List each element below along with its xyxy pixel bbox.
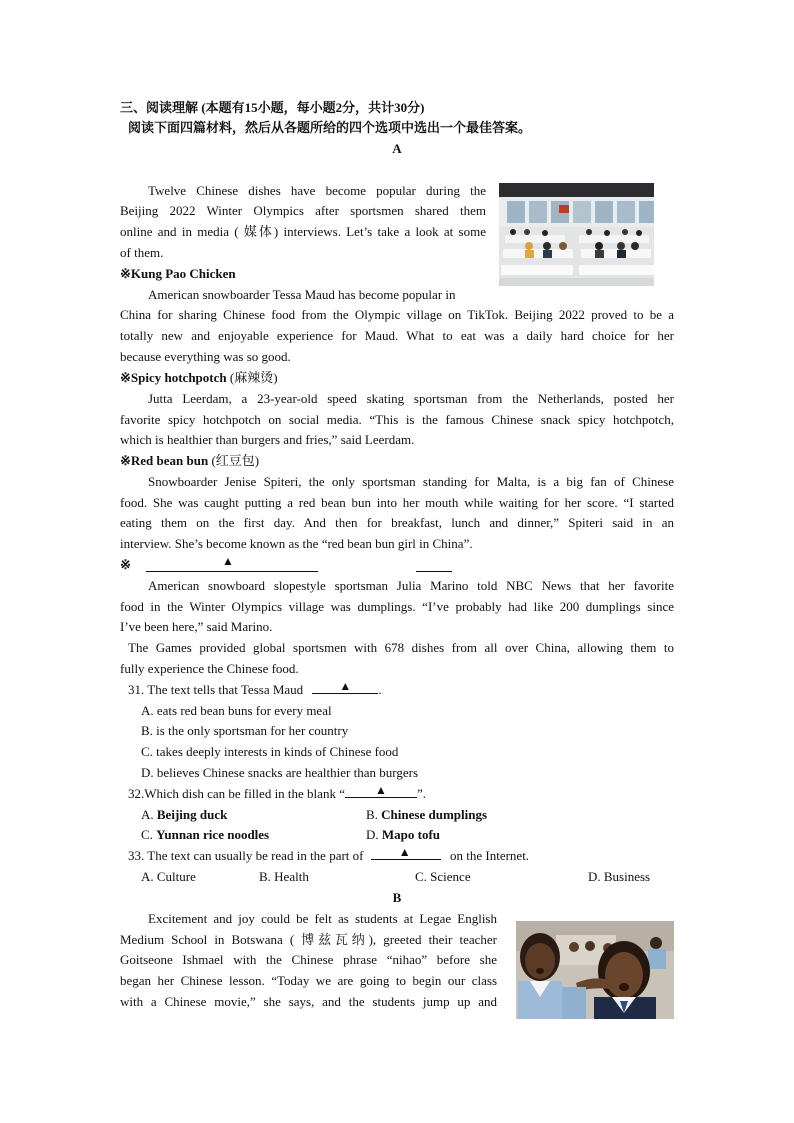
dish4-mark: ※ bbox=[120, 557, 131, 572]
q33-stem-text: 33. The text can usually be read in the part of bbox=[128, 848, 364, 863]
intro-line-1: Twelve Chinese dishes have become popular during the bbox=[148, 183, 486, 198]
q31-option-a[interactable]: A. eats red bean buns for every meal bbox=[141, 703, 332, 718]
classroom-students-photo bbox=[516, 921, 674, 1019]
intro-line-4: of them. bbox=[120, 245, 164, 260]
q32-stem-text: 32.Which dish can be filled in the blank “ bbox=[128, 786, 345, 801]
q32-option-a-letter: A. bbox=[141, 807, 154, 822]
q32-option-c-letter: C. bbox=[141, 827, 153, 842]
q31-blank bbox=[312, 681, 378, 694]
dish3-heading bbox=[120, 450, 259, 471]
dish1-title: ※Kung Pao Chicken bbox=[120, 266, 236, 281]
q32-stem-end: ”. bbox=[416, 786, 426, 801]
dish2-line-2: favorite spicy hotchpotch on social media. “This is the famous Chinese snack spicy hotchpotch, bbox=[120, 412, 674, 427]
passage-b-line-4: began her Chinese lesson. “Today we are going to begin our class bbox=[120, 973, 497, 988]
q33-option-b[interactable]: B. Health bbox=[259, 869, 309, 884]
dish3-line-3: eating them on the first day. And then for breakfast, lunch and dinner,” Spiteri said in an bbox=[120, 515, 674, 530]
dish4-title-blank bbox=[146, 554, 318, 572]
passage-b-letter: B bbox=[392, 890, 402, 905]
q33-stem-end: on the Internet. bbox=[450, 848, 530, 863]
closing-line-1: The Games provided global sportsmen with 678 dishes from all over China, allowing them to bbox=[128, 640, 674, 655]
q32-blank bbox=[345, 785, 417, 798]
dish1-line-2: China for sharing Chinese food from the Olympic village on TikTok. Beijing 2022 proved to be a bbox=[120, 307, 674, 322]
q31-option-b[interactable]: B. is the only sportsman for her country bbox=[141, 723, 349, 738]
dish1-line-1: American snowboarder Tessa Maud has become popular in bbox=[148, 287, 456, 302]
blank-triangle: ▲ bbox=[222, 554, 234, 568]
q32-option-d-text: Mapo tofu bbox=[381, 827, 441, 842]
q32-option-c[interactable] bbox=[141, 824, 269, 845]
q33-blank bbox=[371, 847, 441, 860]
dish2-chinese-name: (麻辣烫) bbox=[229, 370, 278, 385]
dish3-line-4: interview. She’s become known as the “red bean bun girl in China”. bbox=[120, 536, 473, 551]
q33-blank-triangle: ▲ bbox=[398, 845, 411, 859]
passage-b-line-5: with a Chinese movie,” she says, and the students jump up and bbox=[120, 994, 497, 1009]
dish3-chinese-name: (红豆包) bbox=[211, 453, 260, 468]
section-title: 三、阅读理解 (本题有15小题，每小题2分，共计30分) bbox=[120, 100, 425, 115]
q32-option-b-letter: B. bbox=[366, 807, 378, 822]
dish4-line-2: food in the Winter Olympics village was dumplings. “I’ve probably had like 200 dumplings since bbox=[120, 599, 674, 614]
passage-b-line-3: Goitseone Ishmael with the Chinese phrase “nihao” before she bbox=[120, 952, 497, 967]
q31-blank-triangle: ▲ bbox=[339, 679, 352, 693]
q32-option-a-text: Beijing duck bbox=[156, 807, 228, 822]
q32-option-a[interactable] bbox=[141, 804, 227, 825]
dish4-line-1: American snowboard slopestyle sportsman Julia Marino told NBC News that her favorite bbox=[148, 578, 674, 593]
dish2-line-1: Jutta Leerdam, a 23-year-old speed skating sportsman from the Netherlands, posted her bbox=[148, 391, 674, 406]
dish2-line-3: which is healthier than burgers and fries,” said Leerdam. bbox=[120, 432, 415, 447]
q31-stem-end: . bbox=[378, 682, 382, 697]
q32-option-c-text: Yunnan rice noodles bbox=[156, 827, 270, 842]
intro-line-2: Beijing 2022 Winter Olympics after sportsmen shared them bbox=[120, 203, 486, 218]
intro-line-3: online and in media ( 媒体) interviews. Let’s take a look at some bbox=[120, 224, 486, 239]
passage-b-line-2: Medium School in Botswana ( 博兹瓦纳), greeted their teacher bbox=[120, 932, 497, 947]
q31-option-d[interactable]: D. believes Chinese snacks are healthier than burgers bbox=[141, 765, 418, 780]
passage-b-line-1: Excitement and joy could be felt as students at Legae English bbox=[148, 911, 497, 926]
dish1-line-4: because everything was so good. bbox=[120, 349, 291, 364]
passage-a-letter: A bbox=[392, 141, 402, 156]
q31-stem-text: 31. The text tells that Tessa Maud bbox=[128, 682, 304, 697]
q33-option-c[interactable]: C. Science bbox=[415, 869, 471, 884]
q31-option-c[interactable]: C. takes deeply interests in kinds of Chinese food bbox=[141, 744, 399, 759]
q33-option-a[interactable]: A. Culture bbox=[141, 869, 196, 884]
closing-line-2: fully experience the Chinese food. bbox=[120, 661, 299, 676]
dish4-line-3: I’ve been here,” said Marino. bbox=[120, 619, 273, 634]
dish3-line-1: Snowboarder Jenise Spiteri, the only sportsman standing for Malta, is a big fan of Chinese bbox=[148, 474, 674, 489]
q31-stem bbox=[128, 679, 382, 700]
dish2-title: ※Spicy hotchpotch bbox=[120, 370, 227, 385]
q33-option-d[interactable]: D. Business bbox=[588, 869, 651, 884]
dish2-heading bbox=[120, 367, 278, 388]
q32-option-b-text: Chinese dumplings bbox=[381, 807, 488, 822]
dining-hall-photo bbox=[499, 183, 654, 286]
q32-blank-triangle: ▲ bbox=[374, 783, 387, 797]
q33-stem bbox=[128, 845, 529, 866]
dish3-title: ※Red bean bun bbox=[120, 453, 209, 468]
dish4-title-blank-end bbox=[416, 559, 452, 572]
q32-option-d-letter: D. bbox=[366, 827, 379, 842]
q32-stem bbox=[128, 783, 426, 804]
section-instruction: 阅读下面四篇材料，然后从各题所给的四个选项中选出一个最佳答案。 bbox=[128, 120, 532, 135]
q32-option-b[interactable] bbox=[366, 804, 487, 825]
dish1-line-3: totally new and enjoyable experience for Maud. What to eat was a daily hard choice for her bbox=[120, 328, 674, 343]
dish3-line-2: food. She was caught putting a red bean bun into her mouth while waiting for her score. “I started bbox=[120, 495, 674, 510]
